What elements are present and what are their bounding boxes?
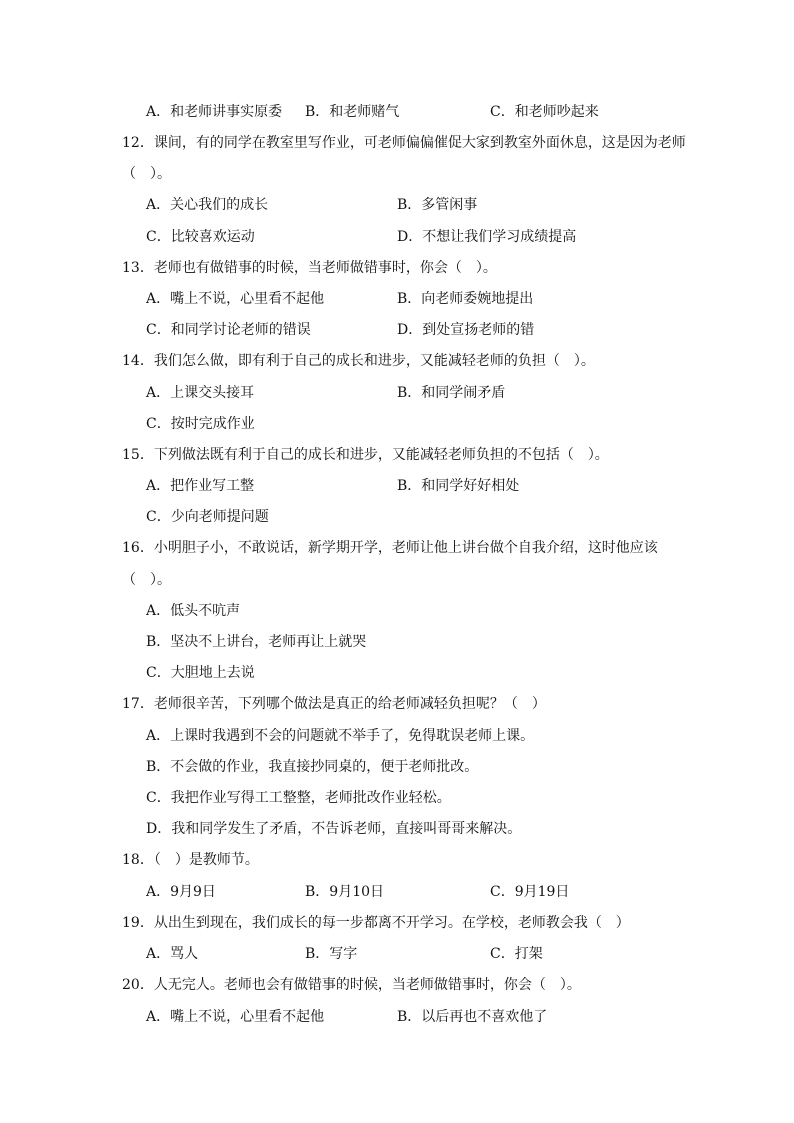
- q20-option-a: A．嘴上不说，心里看不起他: [146, 1009, 325, 1025]
- q13-question: 13．老师也有做错事的时候，当老师做错事时，你会（ ）。: [122, 260, 497, 276]
- q13-option-c: C．和同学讨论老师的错误: [146, 322, 311, 338]
- q14-question: 14．我们怎么做，即有利于自己的成长和进步，又能减轻老师的负担（ ）。: [122, 353, 595, 369]
- q12-question-line1: 12．课间，有的同学在教室里写作业，可老师偏偏催促大家到教室外面休息，这是因为老师: [122, 135, 686, 151]
- q15-option-a: A．把作业写工整: [146, 478, 255, 494]
- q11-option-a: A．和老师讲事实原委: [146, 104, 283, 120]
- q13-option-d: D．到处宣扬老师的错: [397, 322, 535, 338]
- q20-question: 20．人无完人。老师也会有做错事的时候，当老师做错事时，你会（ ）。: [122, 977, 581, 993]
- q18-option-b: B．9月10日: [305, 884, 385, 900]
- q17-question: 17．老师很辛苦，下列哪个做法是真正的给老师减轻负担呢？（ ）: [122, 696, 546, 712]
- q19-option-c: C．打架: [490, 946, 543, 962]
- q11-option-b: B．和老师赌气: [305, 104, 400, 120]
- q12-option-b: B．多管闲事: [397, 197, 478, 213]
- q19-option-b: B．写字: [305, 946, 358, 962]
- q18-option-c: C．9月19日: [490, 884, 570, 900]
- q16-question-line1: 16．小明胆子小，不敢说话，新学期开学，老师让他上讲台做个自我介绍，这时他应该: [122, 540, 658, 556]
- q16-option-a: A．低头不吭声: [146, 603, 241, 619]
- q16-option-c: C．大胆地上去说: [146, 665, 255, 681]
- q19-question: 19．从出生到现在，我们成长的每一步都离不开学习。在学校，老师教会我（ ）: [122, 915, 630, 931]
- q15-option-b: B．和同学好好相处: [397, 478, 520, 494]
- q16-question-line2: （ ）。: [122, 572, 171, 588]
- q12-option-c: C．比较喜欢运动: [146, 229, 255, 245]
- q17-option-b: B．不会做的作业，我直接抄同桌的，便于老师批改。: [146, 759, 479, 775]
- q19-option-a: A．骂人: [146, 946, 199, 962]
- q14-option-a: A．上课交头接耳: [146, 385, 255, 401]
- q20-option-b: B．以后再也不喜欢他了: [397, 1009, 548, 1025]
- q14-option-b: B．和同学闹矛盾: [397, 385, 506, 401]
- q15-option-c: C．少向老师提问题: [146, 509, 269, 525]
- q14-option-c: C．按时完成作业: [146, 416, 255, 432]
- q17-option-d: D．我和同学发生了矛盾，不告诉老师，直接叫哥哥来解决。: [146, 821, 522, 837]
- q11-option-c: C．和老师吵起来: [490, 104, 599, 120]
- q17-option-a: A．上课时我遇到不会的问题就不举手了，免得耽误老师上课。: [146, 728, 535, 744]
- q12-question-line2: （ ）。: [122, 166, 171, 182]
- q12-option-a: A．关心我们的成长: [146, 197, 269, 213]
- q13-option-b: B．向老师委婉地提出: [397, 291, 534, 307]
- q18-question: 18．（ ）是教师节。: [122, 852, 259, 868]
- q15-question: 15．下列做法既有利于自己的成长和进步，又能减轻老师负担的不包括（ ）。: [122, 447, 609, 463]
- q17-option-c: C．我把作业写得工工整整，老师批改作业轻松。: [146, 790, 451, 806]
- q12-option-d: D．不想让我们学习成绩提高: [397, 229, 577, 245]
- q13-option-a: A．嘴上不说，心里看不起他: [146, 291, 325, 307]
- q18-option-a: A．9月9日: [146, 884, 216, 900]
- q16-option-b: B．坚决不上讲台，老师再让上就哭: [146, 634, 367, 650]
